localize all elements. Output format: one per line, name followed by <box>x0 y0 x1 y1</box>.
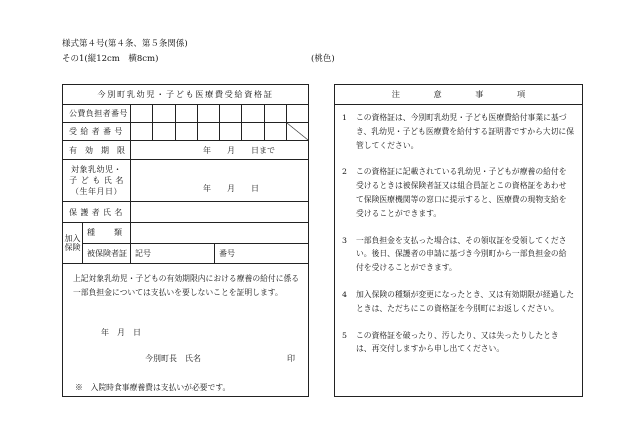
validity-label: 有 効 期 限 <box>63 141 131 159</box>
note-number: 3 <box>342 235 347 245</box>
insurance-type-label: 種 類 <box>83 223 131 243</box>
note-number: 2 <box>342 167 347 177</box>
notes-list <box>335 105 582 356</box>
note-number: 4 <box>342 289 347 299</box>
certificate-title: 今別町乳幼児・子ども医療費受給資格証 <box>63 85 308 105</box>
insured-card-row <box>83 244 308 264</box>
public-payer-row <box>63 105 308 123</box>
subject-row <box>63 160 308 202</box>
certification-statement: 上記対象乳幼児・子どもの有効期限内における療養の給付に係る一部負担金については支払いを要しないことを証明します。 <box>73 274 300 297</box>
subject-label-line1: 対象乳幼児・ <box>71 165 122 174</box>
insurance-type-value[interactable] <box>131 223 308 243</box>
number-label: 番号 <box>219 248 235 258</box>
public-payer-label: 公費負担者番号 <box>63 105 131 122</box>
note-text: この資格証を破ったり、汚したり、又は失ったりしたときは、再交付しますから申し出てください。 <box>356 330 559 354</box>
note-text: 一部負担金を支払った場合は、その領収証を受領してください。後日、保護者の申請に基づき今別町から一部負担金の給付を受けることができます。 <box>356 235 567 273</box>
mayor-name-label: 今別町長 氏名 <box>145 354 201 363</box>
subject-label-line3: （生年月日） <box>71 187 122 196</box>
form-number: 様式第４号(第４条、第５条関係) <box>62 39 188 49</box>
notes-title <box>335 85 582 105</box>
color-note: (桃色) <box>311 54 335 64</box>
insurance-vertical-label <box>63 223 83 263</box>
notes-title-char-1: 注 <box>391 89 400 99</box>
subject-birthdate-text: 年 月 日 <box>203 184 259 193</box>
certificate-back <box>334 84 583 397</box>
note-item <box>342 288 574 316</box>
subject-value[interactable] <box>131 160 308 201</box>
validity-date-text: 年 月 日まで <box>203 146 275 155</box>
note-text: 加入保険の種類が変更になったとき、又は有効期限が経過したときは、ただちにこの資格証を今別町にお返しください。 <box>356 289 574 313</box>
notes-title-char-4: 項 <box>517 89 526 99</box>
certification-date: 年 月 日 <box>101 328 141 337</box>
number-field[interactable] <box>215 244 308 264</box>
insurance-vertical-2: 保険 <box>64 243 81 252</box>
recipient-number-row <box>63 123 308 141</box>
guardian-value[interactable] <box>131 202 308 222</box>
note-item <box>342 165 574 220</box>
insurance-type-row <box>83 223 308 244</box>
subject-label <box>63 160 131 201</box>
note-text: この資格証に記載されている乳幼児・子どもが療養の給付を受けるときは被保険者証又は組合員証とこの資格証をあわせて保険医療機関等の窓口に提示すると、医療費の現物支給を受けることができます。 <box>356 167 567 218</box>
insured-card-label: 被保険者証 <box>83 244 131 264</box>
subject-label-line2: 子 ど も 氏 名 <box>69 176 124 185</box>
note-number: 1 <box>342 113 347 122</box>
meal-cost-footnote: ※ 入院時食事療養費は支払いが必要です。 <box>75 383 231 392</box>
insurance-block <box>63 223 308 264</box>
note-item <box>342 111 574 152</box>
note-item <box>342 234 574 275</box>
size-note: その1(縦12cm 横8cm) <box>62 54 159 64</box>
recipient-number-label: 受 給 者 番 号 <box>63 123 131 140</box>
note-text: この資格証は、今別町乳幼児・子ども医療費給付事業に基づき、乳幼児・子ども医療費を給付する証明書ですから大切に保管してください。 <box>356 113 574 150</box>
notes-title-char-3: 事 <box>475 89 484 99</box>
mayor-signature <box>145 353 295 364</box>
insurance-vertical-1: 加入 <box>64 233 81 243</box>
guardian-label: 保 護 者 氏 名 <box>63 202 131 222</box>
symbol-label: 記号 <box>135 248 151 258</box>
recipient-number-cells[interactable] <box>131 123 308 140</box>
validity-row <box>63 141 308 160</box>
seal-mark: 印 <box>287 354 295 363</box>
notes-title-char-2: 意 <box>433 89 442 99</box>
guardian-row <box>63 202 308 223</box>
note-item <box>342 329 574 357</box>
validity-value[interactable] <box>131 141 308 159</box>
note-number: 5 <box>342 330 347 340</box>
public-payer-cells[interactable] <box>131 105 308 122</box>
certificate-front <box>62 84 309 397</box>
symbol-field[interactable] <box>131 244 215 264</box>
